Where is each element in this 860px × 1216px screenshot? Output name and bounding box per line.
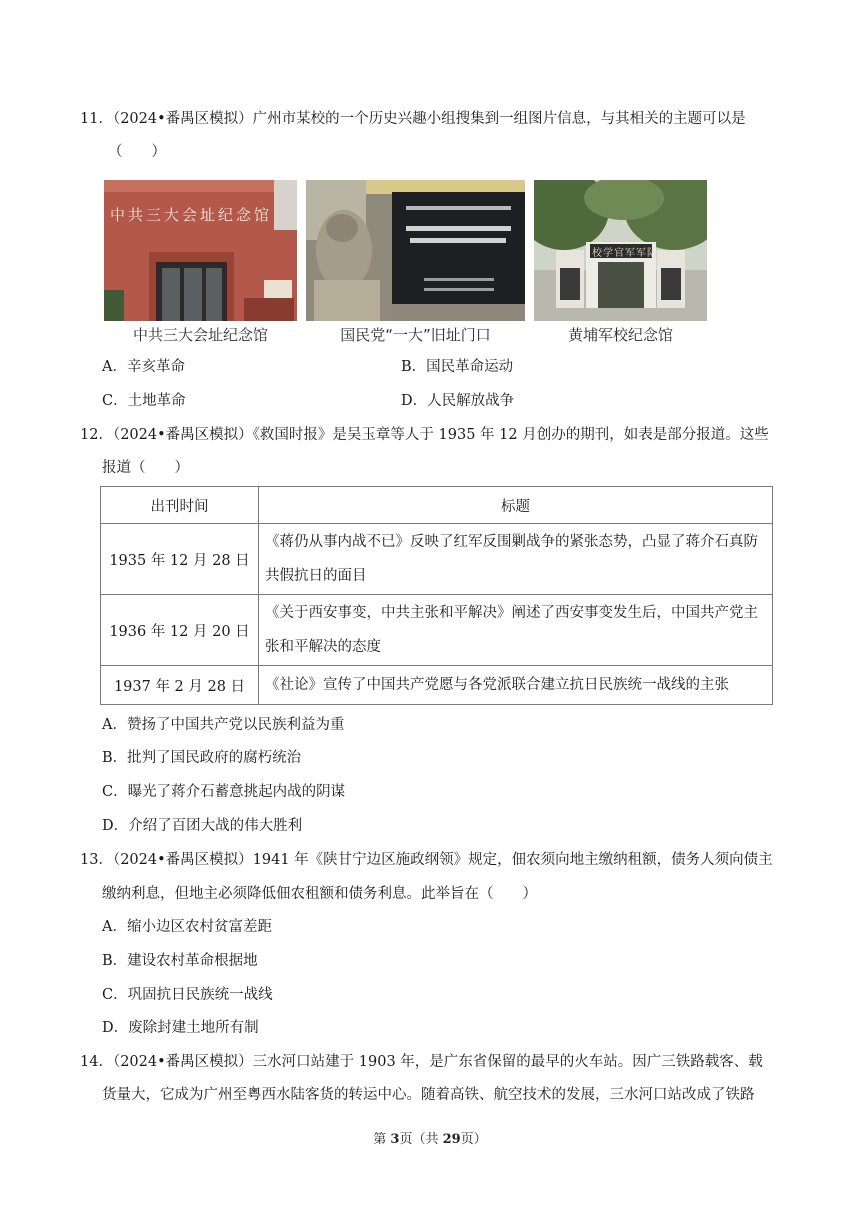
photo-whampoa-military-academy xyxy=(534,180,707,321)
table-cell-date: 1936 年 12 月 20 日 xyxy=(101,595,259,666)
q13-option-a[interactable]: A．缩小边区农村贫富差距 xyxy=(102,919,272,935)
q12-option-c[interactable]: C．曝光了蒋介石蓄意挑起内战的阴谋 xyxy=(102,784,346,800)
q12-option-a[interactable]: A．赞扬了中国共产党以民族利益为重 xyxy=(102,717,345,733)
footer-mid: 页（共 xyxy=(399,1132,443,1147)
q11-option-c[interactable]: C．土地革命 xyxy=(102,393,186,409)
photo-1-image xyxy=(104,180,297,321)
table-row xyxy=(101,524,773,595)
q14-stem-line2: 货量大，它成为广州至粤西水陆客货的转运中心。随着高铁、航空技术的发展，三水河口站改成了铁路 xyxy=(102,1087,755,1103)
q11-stem-line2: （ ） xyxy=(108,144,166,160)
title-line-1: 《关于西安事变，中共主张和平解决》阐述了西安事变发生后，中国共产党主 xyxy=(265,605,758,621)
table-row xyxy=(101,666,773,705)
photo-3-sign-text: 校学官军军陆 xyxy=(592,248,658,259)
table-header-title: 标题 xyxy=(259,487,773,524)
q13-option-c[interactable]: C．巩固抗日民族统一战线 xyxy=(102,987,273,1003)
title-line-2: 共假抗日的面目 xyxy=(265,568,367,584)
q12-option-b[interactable]: B．批判了国民政府的腐朽统治 xyxy=(102,750,302,766)
table-row xyxy=(101,595,773,666)
title-line-1: 《社论》宣传了中国共产党愿与各党派联合建立抗日民族统一战线的主张 xyxy=(265,677,729,693)
q13-option-b[interactable]: B．建设农村革命根据地 xyxy=(102,953,258,969)
footer-page-number: 3 xyxy=(390,1132,400,1147)
q11-option-b[interactable]: B．国民革命运动 xyxy=(401,359,514,375)
table-cell-date: 1937 年 2 月 28 日 xyxy=(101,666,259,705)
q12-option-d[interactable]: D．介绍了百团大战的伟大胜利 xyxy=(102,818,303,834)
title-line-2: 张和平解决的态度 xyxy=(265,639,381,655)
footer-prefix: 第 xyxy=(373,1132,391,1147)
photo-1-sign-text: 中共三大会址纪念馆 xyxy=(110,206,273,224)
q13-option-d[interactable]: D．废除封建土地所有制 xyxy=(102,1020,259,1036)
table-header-date: 出刊时间 xyxy=(101,487,259,524)
q11-stem-line1: 11．（2024•番禺区模拟）广州市某校的一个历史兴趣小组搜集到一组图片信息，与其相关的主题可以是 xyxy=(80,111,746,127)
page-footer xyxy=(0,1128,860,1147)
photo-kmt-first-congress-gate xyxy=(306,180,525,321)
table-cell-title xyxy=(259,666,773,705)
footer-suffix: 页） xyxy=(460,1132,487,1147)
table-cell-date: 1935 年 12 月 28 日 xyxy=(101,524,259,595)
photo-cpc-third-congress-memorial xyxy=(104,180,297,321)
q13-stem-line1: 13．（2024•番禺区模拟）1941 年《陕甘宁边区施政纲领》规定，佃农须向地主缴纳租额，债务人须向债主 xyxy=(80,852,773,868)
q11-option-a[interactable]: A．辛亥革命 xyxy=(102,359,185,375)
table-cell-title xyxy=(259,595,773,666)
title-line-1: 《蒋仍从事内战不已》反映了红军反围剿战争的紧张态势，凸显了蒋介石真防 xyxy=(265,534,758,550)
q12-stem-line2: 报道（ ） xyxy=(102,460,189,476)
photo-2-image xyxy=(306,180,525,321)
photo-1-caption: 中共三大会址纪念馆 xyxy=(132,326,268,344)
footer-total-pages: 29 xyxy=(442,1132,461,1147)
photo-3-caption: 黄埔军校纪念馆 xyxy=(567,326,673,344)
photo-2-caption: 国民党“一大”旧址门口 xyxy=(340,326,491,344)
q12-news-table xyxy=(100,486,773,705)
q12-stem-line1: 12．（2024•番禺区模拟）《救国时报》是吴玉章等人于 1935 年 12 月创办的期刊，如表是部分报道。这些 xyxy=(80,427,769,443)
table-header-row xyxy=(101,487,773,524)
q14-stem-line1: 14．（2024•番禺区模拟）三水河口站建于 1903 年，是广东省保留的最早的火车站。因广三铁路载客、载 xyxy=(80,1054,763,1070)
table-cell-title xyxy=(259,524,773,595)
q11-option-d[interactable]: D．人民解放战争 xyxy=(401,393,515,409)
q13-stem-line2: 缴纳利息，但地主必须降低佃农租额和债务利息。此举旨在（ ） xyxy=(102,886,537,902)
